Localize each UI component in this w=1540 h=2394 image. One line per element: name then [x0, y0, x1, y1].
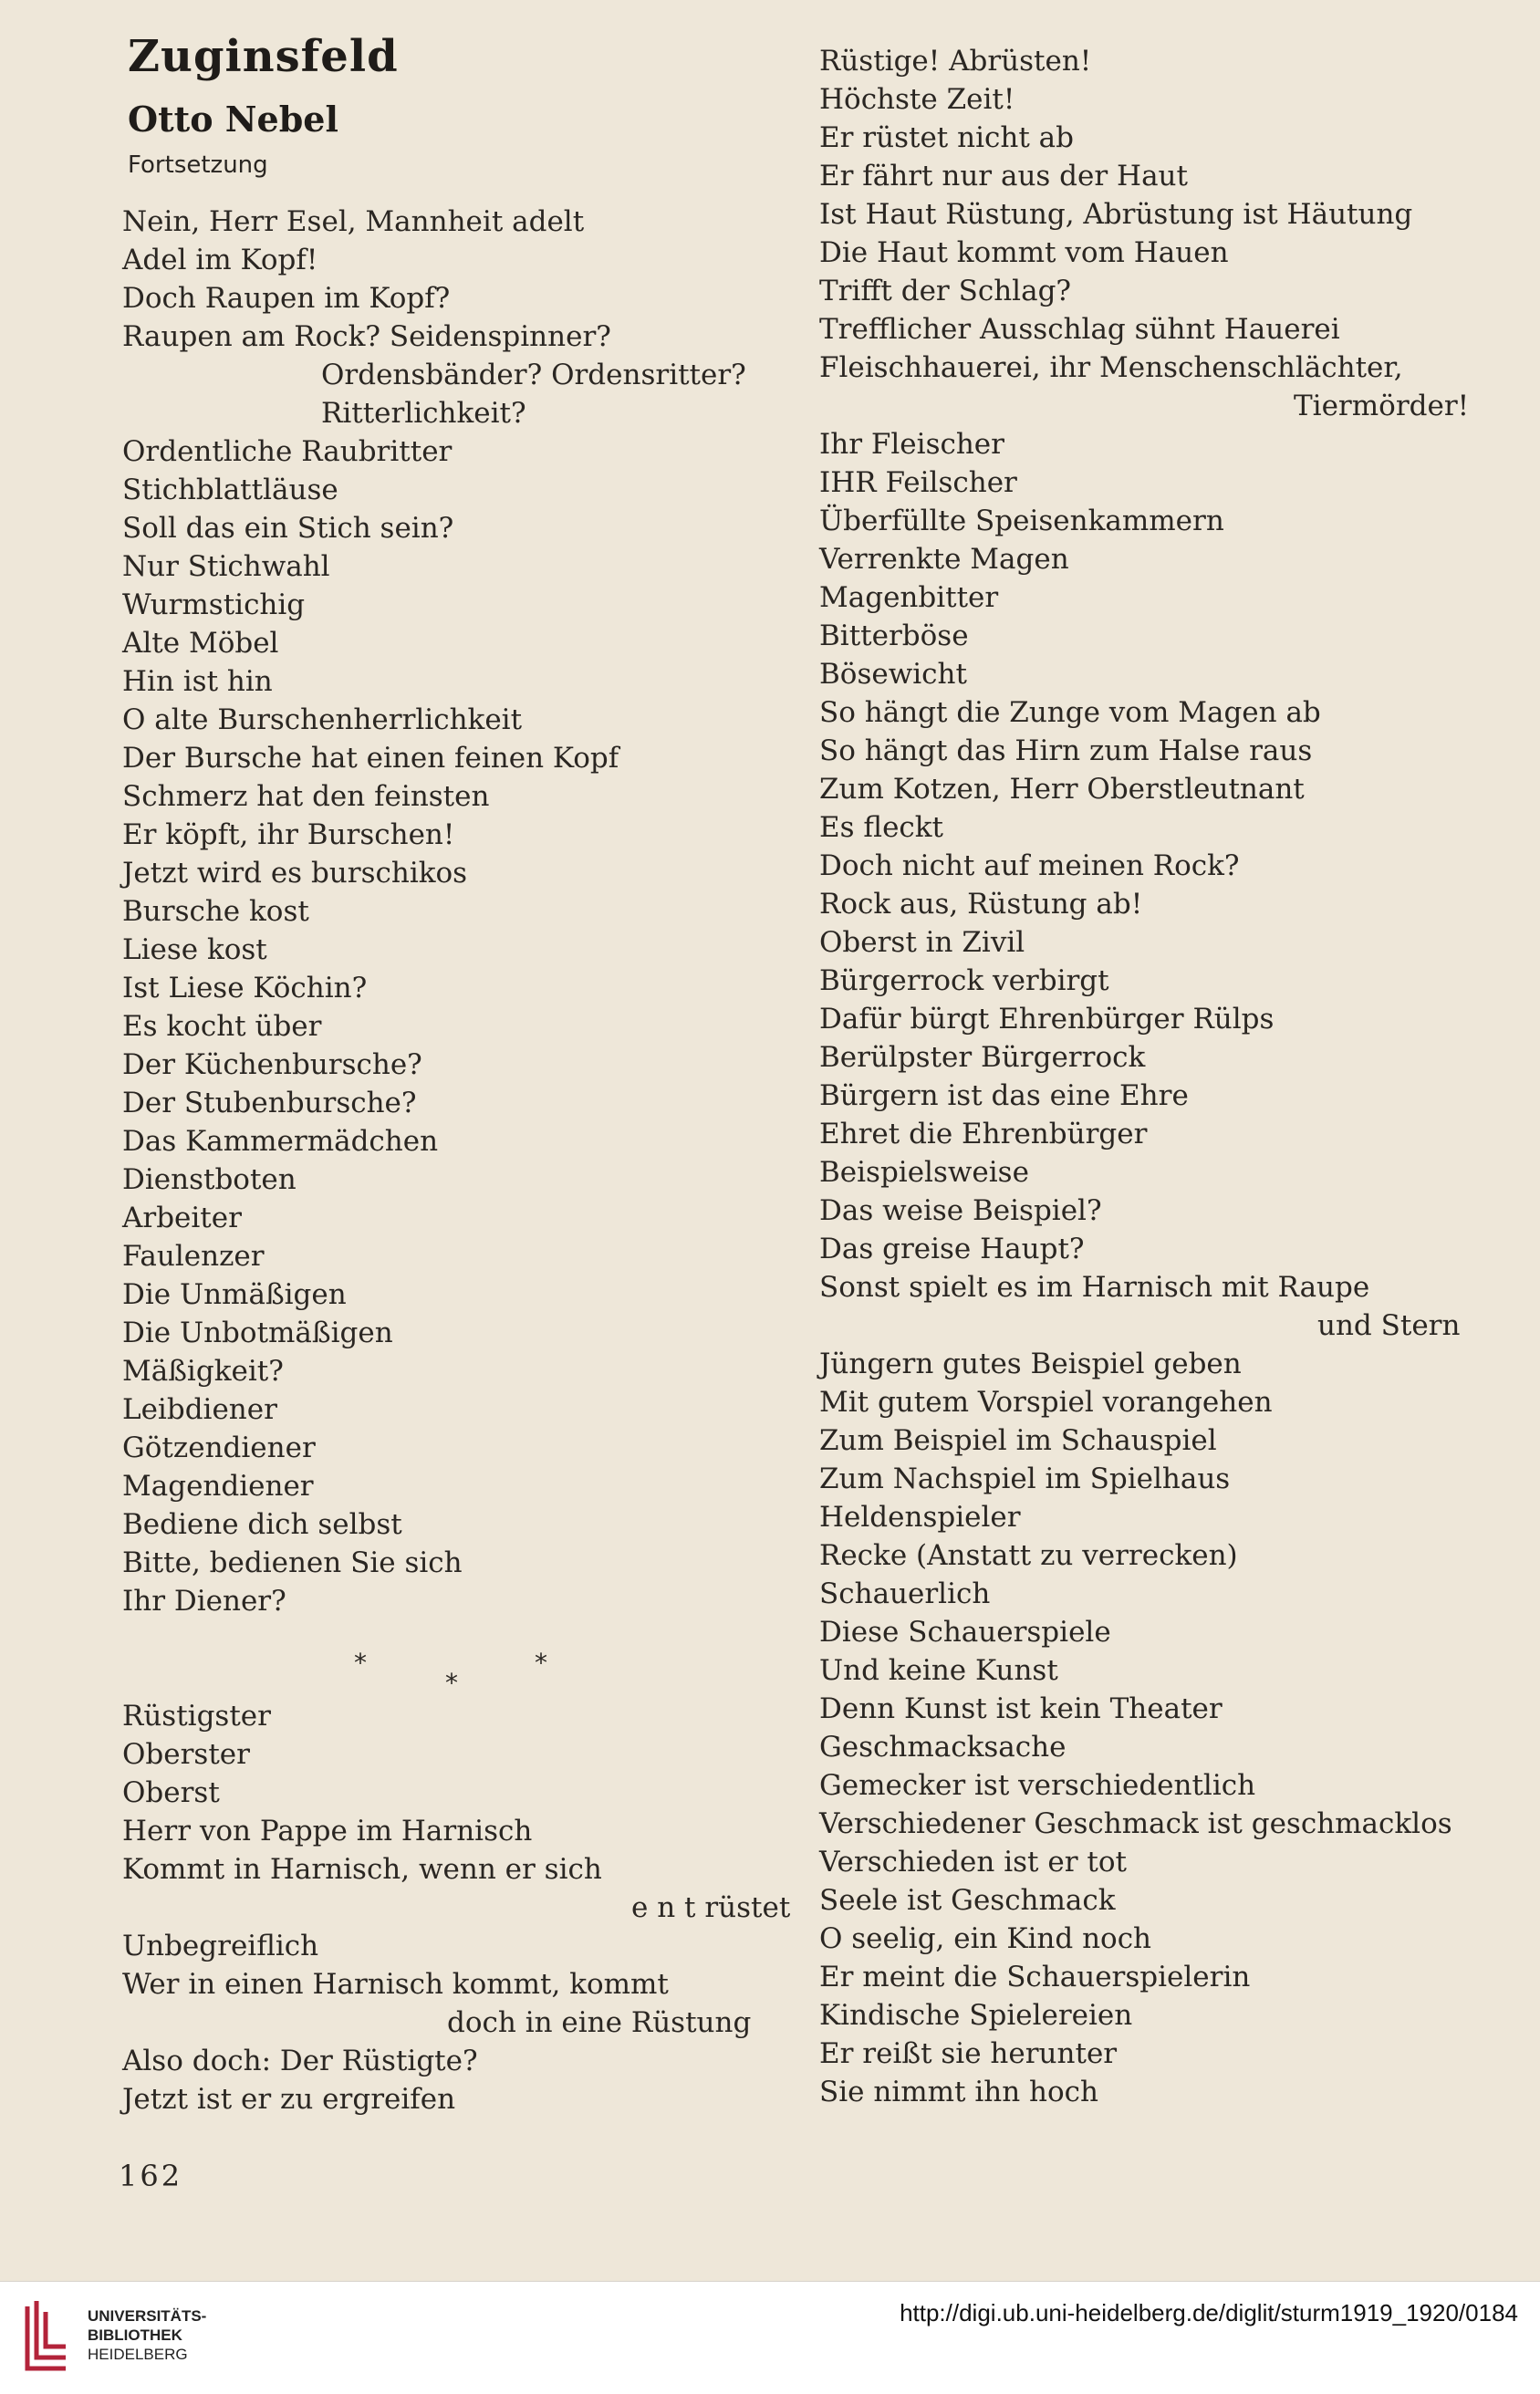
poem-line: Mäßigkeit? [122, 1355, 284, 1388]
poem-line: Magenbitter [819, 581, 999, 614]
poem-line: Es fleckt [819, 811, 944, 844]
poem-line: Jetzt ist er zu ergreifen [122, 2083, 456, 2116]
poem-line: Bitte, bedienen Sie sich [122, 1546, 463, 1579]
poem-line: Doch Raupen im Kopf? [122, 282, 451, 315]
poem-line: Nur Stichwahl [122, 550, 330, 583]
poem-line: So hängt das Hirn zum Halse raus [819, 734, 1313, 767]
poem-line: IHR Feilscher [819, 466, 1017, 499]
poem-line: Bürgerrock verbirgt [819, 964, 1109, 997]
poem-line: Raupen am Rock? Seidenspinner? [122, 320, 611, 353]
source-url[interactable]: http://digi.ub.uni-heidelberg.de/diglit/sturm1919_1920/0184 [900, 2299, 1518, 2326]
poem-line: Er köpft, ihr Burschen! [122, 818, 455, 851]
poem-line: Beispielsweise [819, 1156, 1029, 1189]
poem-line: Tiermörder! [1294, 390, 1470, 422]
poem-line: Adel im Kopf! [122, 244, 318, 276]
poem-line: Unbegreiflich [122, 1930, 319, 1962]
separator-star: * [535, 1648, 547, 1678]
poem-line: O seelig, ein Kind noch [819, 1922, 1152, 1955]
poem-line: Berülpster Bürgerrock [819, 1041, 1146, 1074]
poem-line: Der Stubenbursche? [122, 1087, 417, 1119]
poem-line: Jetzt wird es burschikos [122, 857, 468, 890]
poem-line: Wurmstichig [122, 588, 306, 621]
page-number: 162 [119, 2159, 183, 2193]
poem-line: Alte Möbel [122, 627, 279, 660]
poem-line: Das greise Haupt? [819, 1233, 1085, 1265]
poem-line: Zum Beispiel im Schauspiel [819, 1424, 1217, 1457]
poem-line: Verschiedener Geschmack ist geschmacklos [819, 1807, 1452, 1840]
poem-line: Ordentliche Raubritter [122, 435, 453, 468]
poem-line: Es kocht über [122, 1010, 322, 1043]
poem-line: Fleischhauerei, ihr Menschenschlächter, [819, 351, 1403, 384]
poem-line: O alte Burschenherrlichkeit [122, 703, 523, 736]
poem-line: Liese kost [122, 933, 267, 966]
poem-line: Die Unmäßigen [122, 1278, 347, 1311]
poem-line: Er fährt nur aus der Haut [819, 160, 1188, 193]
poem-line: Ist Haut Rüstung, Abrüstung ist Häutung [819, 198, 1413, 231]
library-line: UNIVERSITÄTS- [88, 2307, 207, 2325]
poem-line: Die Haut kommt vom Hauen [819, 236, 1229, 269]
library-line: BIBLIOTHEK [88, 2326, 182, 2344]
poem-line: Ritterlichkeit? [321, 397, 526, 430]
poem-line: Herr von Pappe im Harnisch [122, 1815, 533, 1848]
poem-line: Rüstige! Abrüsten! [819, 45, 1092, 78]
poem-line: Er reißt sie herunter [819, 2037, 1118, 2070]
poem-line: Oberst [122, 1776, 220, 1809]
poem-line: Gemecker ist verschiedentlich [819, 1769, 1256, 1802]
poem-line: Ist Liese Köchin? [122, 972, 368, 1004]
poem-line: Ehret die Ehrenbürger [819, 1118, 1148, 1150]
poem-line: Faulenzer [122, 1240, 265, 1273]
poem-line: Das weise Beispiel? [819, 1194, 1102, 1227]
poem-line: Rüstigster [122, 1700, 271, 1733]
poem-line: Überfüllte Speisenkammern [819, 505, 1224, 537]
poem-line: e n t rüstet [631, 1891, 791, 1924]
poem-line: Mit gutem Vorspiel vorangehen [819, 1386, 1273, 1419]
poem-line: Jüngern gutes Beispiel geben [819, 1348, 1242, 1380]
poem-line: Kindische Spielereien [819, 1999, 1133, 2032]
poem-line: Denn Kunst ist kein Theater [819, 1692, 1223, 1725]
poem-line: Trefflicher Ausschlag sühnt Hauerei [819, 313, 1340, 346]
library-line: HEIDELBERG [88, 2346, 188, 2363]
poem-line: Bediene dich selbst [122, 1508, 402, 1541]
poem-line: Nein, Herr Esel, Mannheit adelt [122, 205, 585, 238]
poem-line: Rock aus, Rüstung ab! [819, 888, 1143, 921]
poem-line: Doch nicht auf meinen Rock? [819, 849, 1240, 882]
poem-line: Sie nimmt ihn hoch [819, 2076, 1098, 2108]
poem-line: Die Unbotmäßigen [122, 1317, 393, 1349]
poem-line: Zum Kotzen, Herr Oberstleutnant [819, 773, 1305, 806]
poem-line: Sonst spielt es im Harnisch mit Raupe [819, 1271, 1370, 1304]
poem-line: Er rüstet nicht ab [819, 121, 1074, 154]
poem-line: Heldenspieler [819, 1501, 1021, 1534]
poem-line: Leibdiener [122, 1393, 277, 1426]
poem-line: Dafür bürgt Ehrenbürger Rülps [819, 1003, 1275, 1036]
poem-line: Verschieden ist er tot [819, 1846, 1127, 1879]
poem-line: Geschmacksache [819, 1731, 1067, 1764]
poem-line: Bitterböse [819, 619, 969, 652]
poem-line: So hängt die Zunge vom Magen ab [819, 696, 1321, 729]
poem-line: Ihr Fleischer [819, 428, 1004, 461]
poem-line: Oberst in Zivil [819, 926, 1025, 959]
poem-line: Er meint die Schauerspielerin [819, 1961, 1251, 1993]
poem-line: Magendiener [122, 1470, 314, 1503]
poem-line: und Stern [1317, 1309, 1461, 1342]
poem-line: Bösewicht [819, 658, 967, 691]
poem-line: Ihr Diener? [122, 1585, 286, 1618]
continuation-note: Fortsetzung [128, 151, 268, 179]
poem-line: doch in eine Rüstung [447, 2006, 752, 2039]
poem-line: Kommt in Harnisch, wenn er sich [122, 1853, 602, 1886]
poem-line: Hin ist hin [122, 665, 273, 698]
poem-line: Seele ist Geschmack [819, 1884, 1116, 1917]
poem-line: Stichblattläuse [122, 474, 338, 506]
poem-line: Der Küchenbursche? [122, 1048, 422, 1081]
poem-line: Bursche kost [122, 895, 309, 928]
poem-line: Diese Schauerspiele [819, 1616, 1111, 1649]
poem-line: Götzendiener [122, 1431, 316, 1464]
poem-line: Ordensbänder? Ordensritter? [321, 359, 746, 391]
poem-line: Wer in einen Harnisch kommt, kommt [122, 1968, 669, 2001]
poem-line: Also doch: Der Rüstigte? [122, 2045, 478, 2077]
poem-line: Trifft der Schlag? [819, 275, 1072, 307]
poem-line: Bürgern ist das eine Ehre [819, 1079, 1189, 1112]
author-name: Otto Nebel [128, 99, 338, 140]
poem-line: Oberster [122, 1738, 250, 1771]
poem-title: Zuginsfeld [128, 31, 399, 82]
poem-line: Schauerlich [819, 1577, 991, 1610]
poem-line: Arbeiter [122, 1202, 242, 1234]
poem-line: Recke (Anstatt zu verrecken) [819, 1539, 1238, 1572]
poem-line: Soll das ein Stich sein? [122, 512, 454, 545]
poem-line: Und keine Kunst [819, 1654, 1058, 1687]
poem-line: Verrenkte Magen [819, 543, 1069, 576]
separator-star: * [445, 1668, 458, 1698]
poem-line: Zum Nachspiel im Spielhaus [819, 1462, 1231, 1495]
separator-star: * [354, 1648, 367, 1678]
footer-bar [0, 2281, 1540, 2394]
poem-line: Schmerz hat den feinsten [122, 780, 490, 813]
poem-line: Höchste Zeit! [819, 83, 1015, 116]
university-library-logo [20, 2297, 73, 2376]
poem-line: Der Bursche hat einen feinen Kopf [122, 742, 619, 775]
poem-line: Das Kammermädchen [122, 1125, 439, 1158]
library-name [88, 2306, 206, 2364]
poem-line: Dienstboten [122, 1163, 297, 1196]
